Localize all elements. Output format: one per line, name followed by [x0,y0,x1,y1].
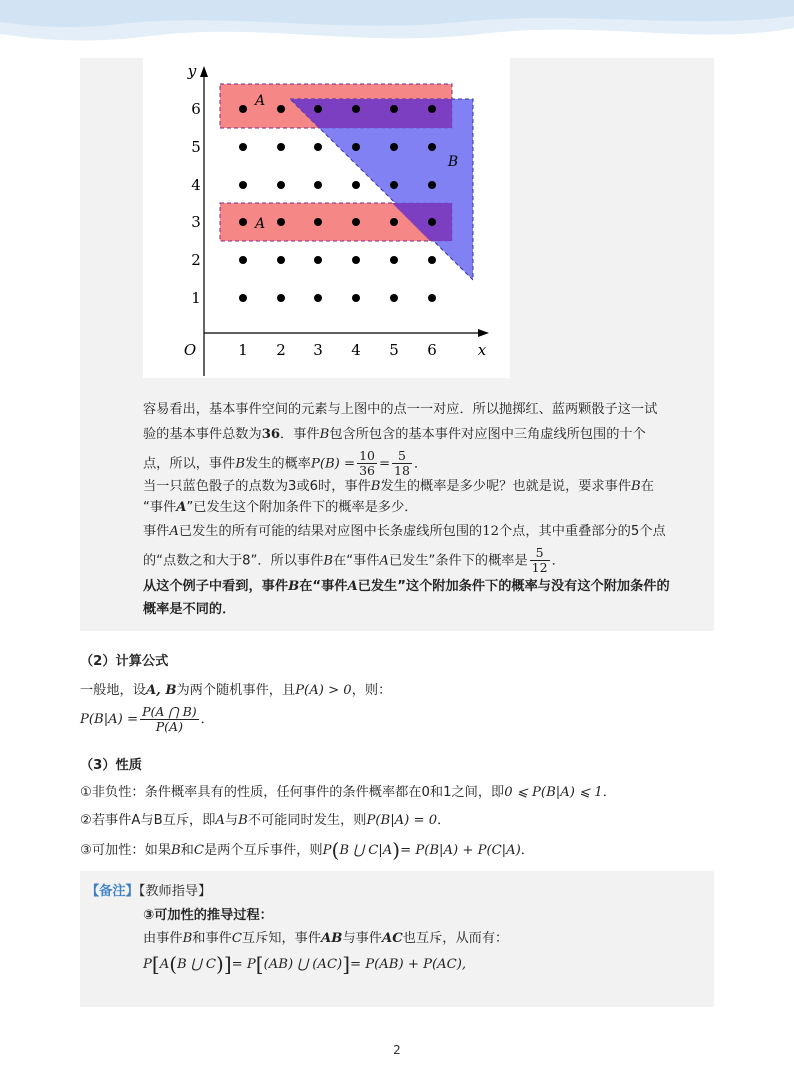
outcome-dot [428,218,436,226]
outcome-dot [314,294,322,302]
x-tick-label: 6 [427,341,437,359]
dice-grid-chart [143,58,510,378]
outcome-dot [390,143,398,151]
x-tick-label: 2 [276,341,286,359]
outcome-dot [314,181,322,189]
outcome-dot [314,105,322,113]
outcome-dot [352,256,360,264]
outcome-dot [277,218,285,226]
region-b-label: B [447,154,459,170]
outcome-dot [390,218,398,226]
outcome-dot [352,143,360,151]
note-heading: ③可加性的推导过程： [143,908,273,923]
y-tick-label: 2 [191,251,201,269]
intro-line-2: 验的基本事件总数为36．事件B包含所包含的基本事件对应图中三角虚线所包围的十个 [143,427,646,442]
outcome-dot [314,143,322,151]
note-label-line: 【备注】【教师指导】 [86,884,212,899]
x-tick-label: 3 [313,341,323,359]
property-3: ③可加性：如果B和C是两个互斥事件，则P(B ⋃ C|A)= P(B|A) + P(C|A)． [80,838,534,862]
formula-fraction: $\frac{P(A ⋂ B)}{P(A)}$ [142,703,197,734]
y-axis-label: y [187,62,197,80]
outcome-dot [352,105,360,113]
note-label: 【备注】 [86,884,139,899]
property-1: ①非负性：条件概率具有的性质，任何事件的条件概率都在0和1之间，即0 ⩽ P(B|A) ⩽ 1． [80,785,616,800]
y-axis-arrow [200,66,208,77]
dice-grid-figure [143,58,510,378]
x-axis-arrow [478,329,489,337]
x-tick-label: 4 [351,341,361,359]
outcome-dot [352,181,360,189]
outcome-dot [239,181,247,189]
outcome-dot [239,218,247,226]
fraction-5-18: $\frac{5}{18}$ [394,448,410,478]
header-wave-decoration [0,0,794,60]
outcome-dot [428,294,436,302]
outcome-dot [314,218,322,226]
outcome-dot [239,256,247,264]
intro-line-5: “事件A”已发生这个附加条件下的概率是多少． [143,500,418,515]
note-line-1: 由事件B和事件C互斥知，事件AB与事件AC也互斥，从而有： [143,931,509,946]
outcome-dot [239,105,247,113]
intro-line-6: 事件A已发生的所有可能的结果对应图中长条虚线所包围的12个点，其中重叠部分的5个点 [143,524,666,539]
page-number: 2 [393,1043,401,1057]
x-axis-label: x [477,341,487,359]
outcome-dot [352,294,360,302]
y-tick-label: 3 [191,213,201,231]
fraction-5-12: $\frac{5}{12}$ [531,545,548,575]
y-tick-label: 5 [191,138,201,156]
intro-line-1: 容易看出，基本事件空间的元素与上图中的点一一对应．所以抛掷红、蓝两颗骰子这一试 [143,402,658,417]
outcome-dot [352,218,360,226]
outcome-dot [428,256,436,264]
intro-line-7: 的“点数之和大于8”．所以事件B在“事件A已发生”条件下的概率是 $\frac{5}{12}$ ． [143,545,565,575]
formula-heading: （2）计算公式 [80,654,169,669]
region-a-label: A [254,216,266,232]
y-tick-label: 1 [191,289,201,307]
outcome-dot [239,294,247,302]
conclusion-line-2: 概率是不同的． [143,602,236,617]
outcome-dot [277,105,285,113]
intro-line-3: 点，所以，事件B发生的概率P(B) = $\frac{10}{36}$ = $\frac{5}{18}$ ． [143,448,428,478]
formula-intro-line: 一般地，设A, B为两个随机事件，且P(A) > 0，则： [80,683,392,698]
property-2: ②若事件A与B互斥，即A与B不可能同时发生，则P(B|A) = 0． [80,813,451,828]
x-tick-label: 5 [389,341,399,359]
properties-heading: （3）性质 [80,758,142,773]
outcome-dot [239,143,247,151]
outcome-dot [428,105,436,113]
conditional-probability-formula: P(B|A) = $\frac{P(A ⋂ B)}{P(A)}$ ． [80,703,214,734]
outcome-dot [314,256,322,264]
outcome-dot [277,256,285,264]
region-a-label: A [254,93,266,109]
origin-label: O [183,341,197,359]
x-tick-label: 1 [238,341,248,359]
outcome-dot [390,294,398,302]
fraction-10-36: $\frac{10}{36}$ [359,448,375,478]
conclusion-line-1: 从这个例子中看到，事件B在“事件A已发生”这个附加条件下的概率与没有这个附加条件的 [143,579,670,594]
intro-line-4: 当一只蓝色骰子的点数为3或6时，事件B发生的概率是多少呢？也就是说，要求事件B在 [143,479,654,494]
outcome-dot [277,143,285,151]
outcome-dot [428,181,436,189]
y-tick-label: 4 [191,176,201,194]
outcome-dot [277,181,285,189]
y-tick-label: 6 [191,100,201,118]
outcome-dot [428,143,436,151]
outcome-dot [390,105,398,113]
outcome-dot [277,294,285,302]
outcome-dot [390,256,398,264]
outcome-dot [390,181,398,189]
note-derivation-formula: P[A(B ⋃ C)]= P[(AB) ⋃ (AC)]= P(AB) + P(AC), [143,952,467,976]
